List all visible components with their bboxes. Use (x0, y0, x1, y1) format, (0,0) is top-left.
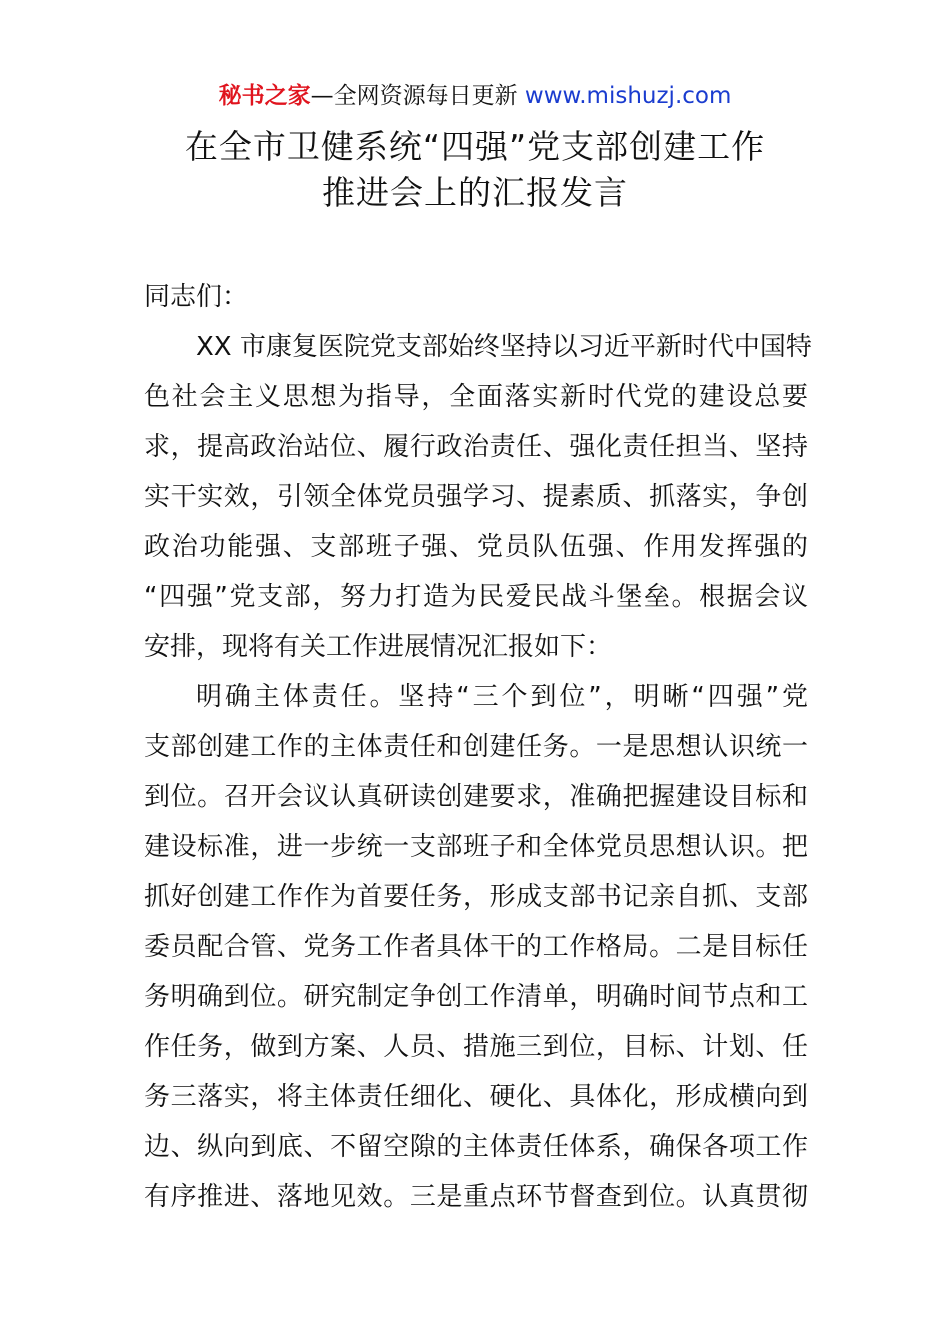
paragraph-line: 建设标准，进一步统一支部班子和全体党员思想认识。把 (144, 832, 808, 862)
site-url-link[interactable]: www.mishuzj.com (524, 83, 732, 109)
paragraph-2 (144, 672, 808, 1222)
paragraph-line: 政治功能强、支部班子强、党员队伍强、作用发挥强的 (144, 532, 808, 562)
paragraph-line: 有序推进、落地见效。三是重点环节督查到位。认真贯彻 (144, 1182, 808, 1212)
paragraph-line: “四强”党支部，努力打造为民爱民战斗堡垒。根据会议 (144, 582, 808, 612)
paragraph-line: 到位。召开会议认真研读创建要求，准确把握建设目标和 (144, 782, 808, 812)
site-name: 秘书之家 (218, 83, 311, 109)
title-line-2: 推进会上的汇报发言 (322, 173, 628, 212)
title-line-1: 在全市卫健系统“四强”党支部创建工作 (184, 127, 766, 166)
paragraph-line: 安排，现将有关工作进展情况汇报如下： (144, 632, 613, 662)
site-tagline: —全网资源每日更新 (310, 83, 525, 109)
paragraph-line: 色社会主义思想为指导，全面落实新时代党的建设总要 (144, 382, 808, 412)
salutation: 同志们： (144, 282, 249, 312)
paragraph-line: 支部创建工作的主体责任和创建任务。一是思想认识统一 (144, 732, 808, 762)
paragraph-1 (144, 322, 812, 672)
paragraph-line: 务三落实，将主体责任细化、硬化、具体化，形成横向到 (144, 1082, 808, 1112)
paragraph-line: 作任务，做到方案、人员、措施三到位，目标、计划、任 (144, 1032, 808, 1062)
paragraph-line: 明确主体责任。坚持“三个到位”，明晰“四强”党 (196, 682, 808, 712)
document-title (0, 124, 950, 216)
site-header (0, 80, 950, 112)
paragraph-line: 务明确到位。研究制定争创工作清单，明确时间节点和工 (144, 982, 808, 1012)
paragraph-line: 边、纵向到底、不留空隙的主体责任体系，确保各项工作 (144, 1132, 808, 1162)
paragraph-line: 抓好创建工作作为首要任务，形成支部书记亲自抓、支部 (144, 882, 808, 912)
paragraph-line: 求，提高政治站位、履行政治责任、强化责任担当、坚持 (144, 432, 808, 462)
paragraph-line: 委员配合管、党务工作者具体干的工作格局。二是目标任 (144, 932, 808, 962)
paragraph-line: 实干实效，引领全体党员强学习、提素质、抓落实，争创 (144, 482, 808, 512)
paragraph-line: XX 市康复医院党支部始终坚持以习近平新时代中国特 (196, 332, 812, 362)
